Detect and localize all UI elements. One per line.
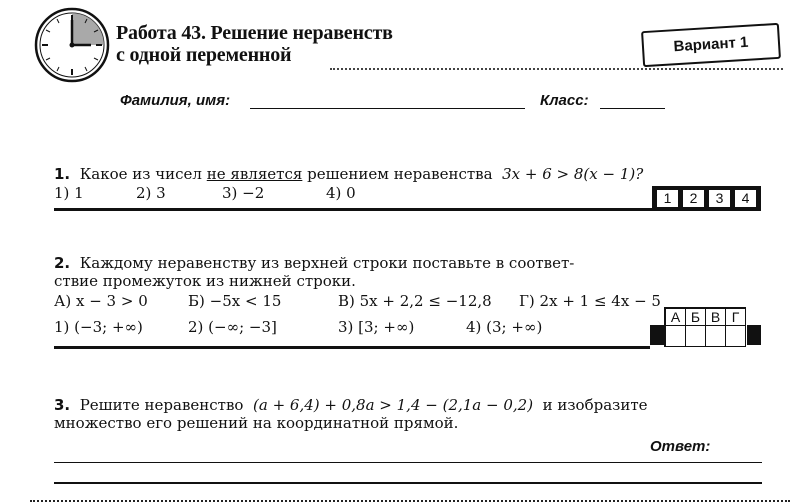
answer-line-1[interactable]	[54, 462, 762, 463]
q1-option-3: 3) −2	[222, 184, 265, 202]
q1-option-1: 1) 1	[54, 184, 84, 202]
q2-grid-right-block	[747, 325, 761, 345]
q2-grid-header-g: Г	[725, 308, 745, 325]
q2-grid-cell-a[interactable]	[665, 325, 685, 346]
q2-number: 2.	[54, 254, 71, 272]
q2-top-row	[54, 292, 661, 312]
q1-answer-cell-3[interactable]: 3	[708, 189, 731, 208]
answer-label: Ответ:	[650, 438, 711, 455]
q2-interval-1: 1) (−3; +∞)	[54, 318, 143, 336]
q2-grid-cell-b[interactable]	[685, 325, 705, 346]
q1-inequality: 3x + 6 > 8(x − 1)?	[502, 165, 644, 183]
q2-interval-2: 2) (−∞; −3]	[188, 318, 277, 336]
q2-separator	[54, 346, 650, 349]
q2-bottom-row	[54, 318, 654, 338]
q2-item-v: В) 5x + 2,2 ≤ −12,8	[338, 292, 492, 310]
q1-underlined: не является	[206, 165, 303, 183]
title-line-1: Работа 43. Решение неравенств	[116, 22, 393, 44]
q2-grid-header-v: В	[705, 308, 725, 325]
q1-separator	[54, 208, 652, 211]
q3-inequality: (a + 6,4) + 0,8a > 1,4 − (2,1a − 0,2)	[253, 396, 534, 414]
q1-number: 1.	[54, 165, 71, 183]
title-line-2: с одной переменной	[116, 44, 292, 66]
q2-item-a: А) x − 3 > 0	[54, 292, 148, 310]
name-field[interactable]	[250, 108, 525, 109]
q1-answer-cell-1[interactable]: 1	[656, 189, 679, 208]
header-divider	[330, 68, 783, 70]
q1-option-2: 2) 3	[136, 184, 166, 202]
q2-grid-header-b: Б	[685, 308, 705, 325]
q2-grid-cell-g[interactable]	[725, 325, 745, 346]
page-title	[116, 22, 393, 66]
q2-item-b: Б) −5x < 15	[188, 292, 282, 310]
q1-option-4: 4) 0	[326, 184, 356, 202]
q2-item-g: Г) 2x + 1 ≤ 4x − 5	[519, 292, 661, 310]
variant-badge: Вариант 1	[641, 23, 781, 67]
q2-grid-left-block	[650, 325, 664, 345]
q1-answer-box[interactable]	[652, 186, 761, 211]
q2-answer-grid[interactable]	[664, 307, 746, 347]
answer-line-2[interactable]	[54, 482, 762, 484]
q3-text: 3. Решите неравенство (a + 6,4) + 0,8a > 1,4 − (2,1a − 0,2) и изобразите множество его решений на координатной прямой.	[54, 396, 648, 432]
name-label: Фамилия, имя:	[120, 92, 231, 109]
clock-icon	[33, 6, 111, 84]
q2-text: 2. Каждому неравенству из верхней строки поставьте в соответ- ствие промежуток из нижней строки.	[54, 254, 575, 290]
q1-answer-cell-4[interactable]: 4	[734, 189, 757, 208]
q3-number: 3.	[54, 396, 71, 414]
class-field[interactable]	[600, 108, 665, 109]
page-bottom-border	[30, 500, 790, 502]
class-label: Класс:	[540, 92, 589, 109]
q1-text: 1. Какое из чисел не является решением неравенства 3x + 6 > 8(x − 1)?	[54, 165, 644, 183]
q1-answer-cell-2[interactable]: 2	[682, 189, 705, 208]
q2-interval-3: 3) [3; +∞)	[338, 318, 415, 336]
q2-grid-header-a: А	[665, 308, 685, 325]
q2-grid-cell-v[interactable]	[705, 325, 725, 346]
q2-interval-4: 4) (3; +∞)	[466, 318, 543, 336]
